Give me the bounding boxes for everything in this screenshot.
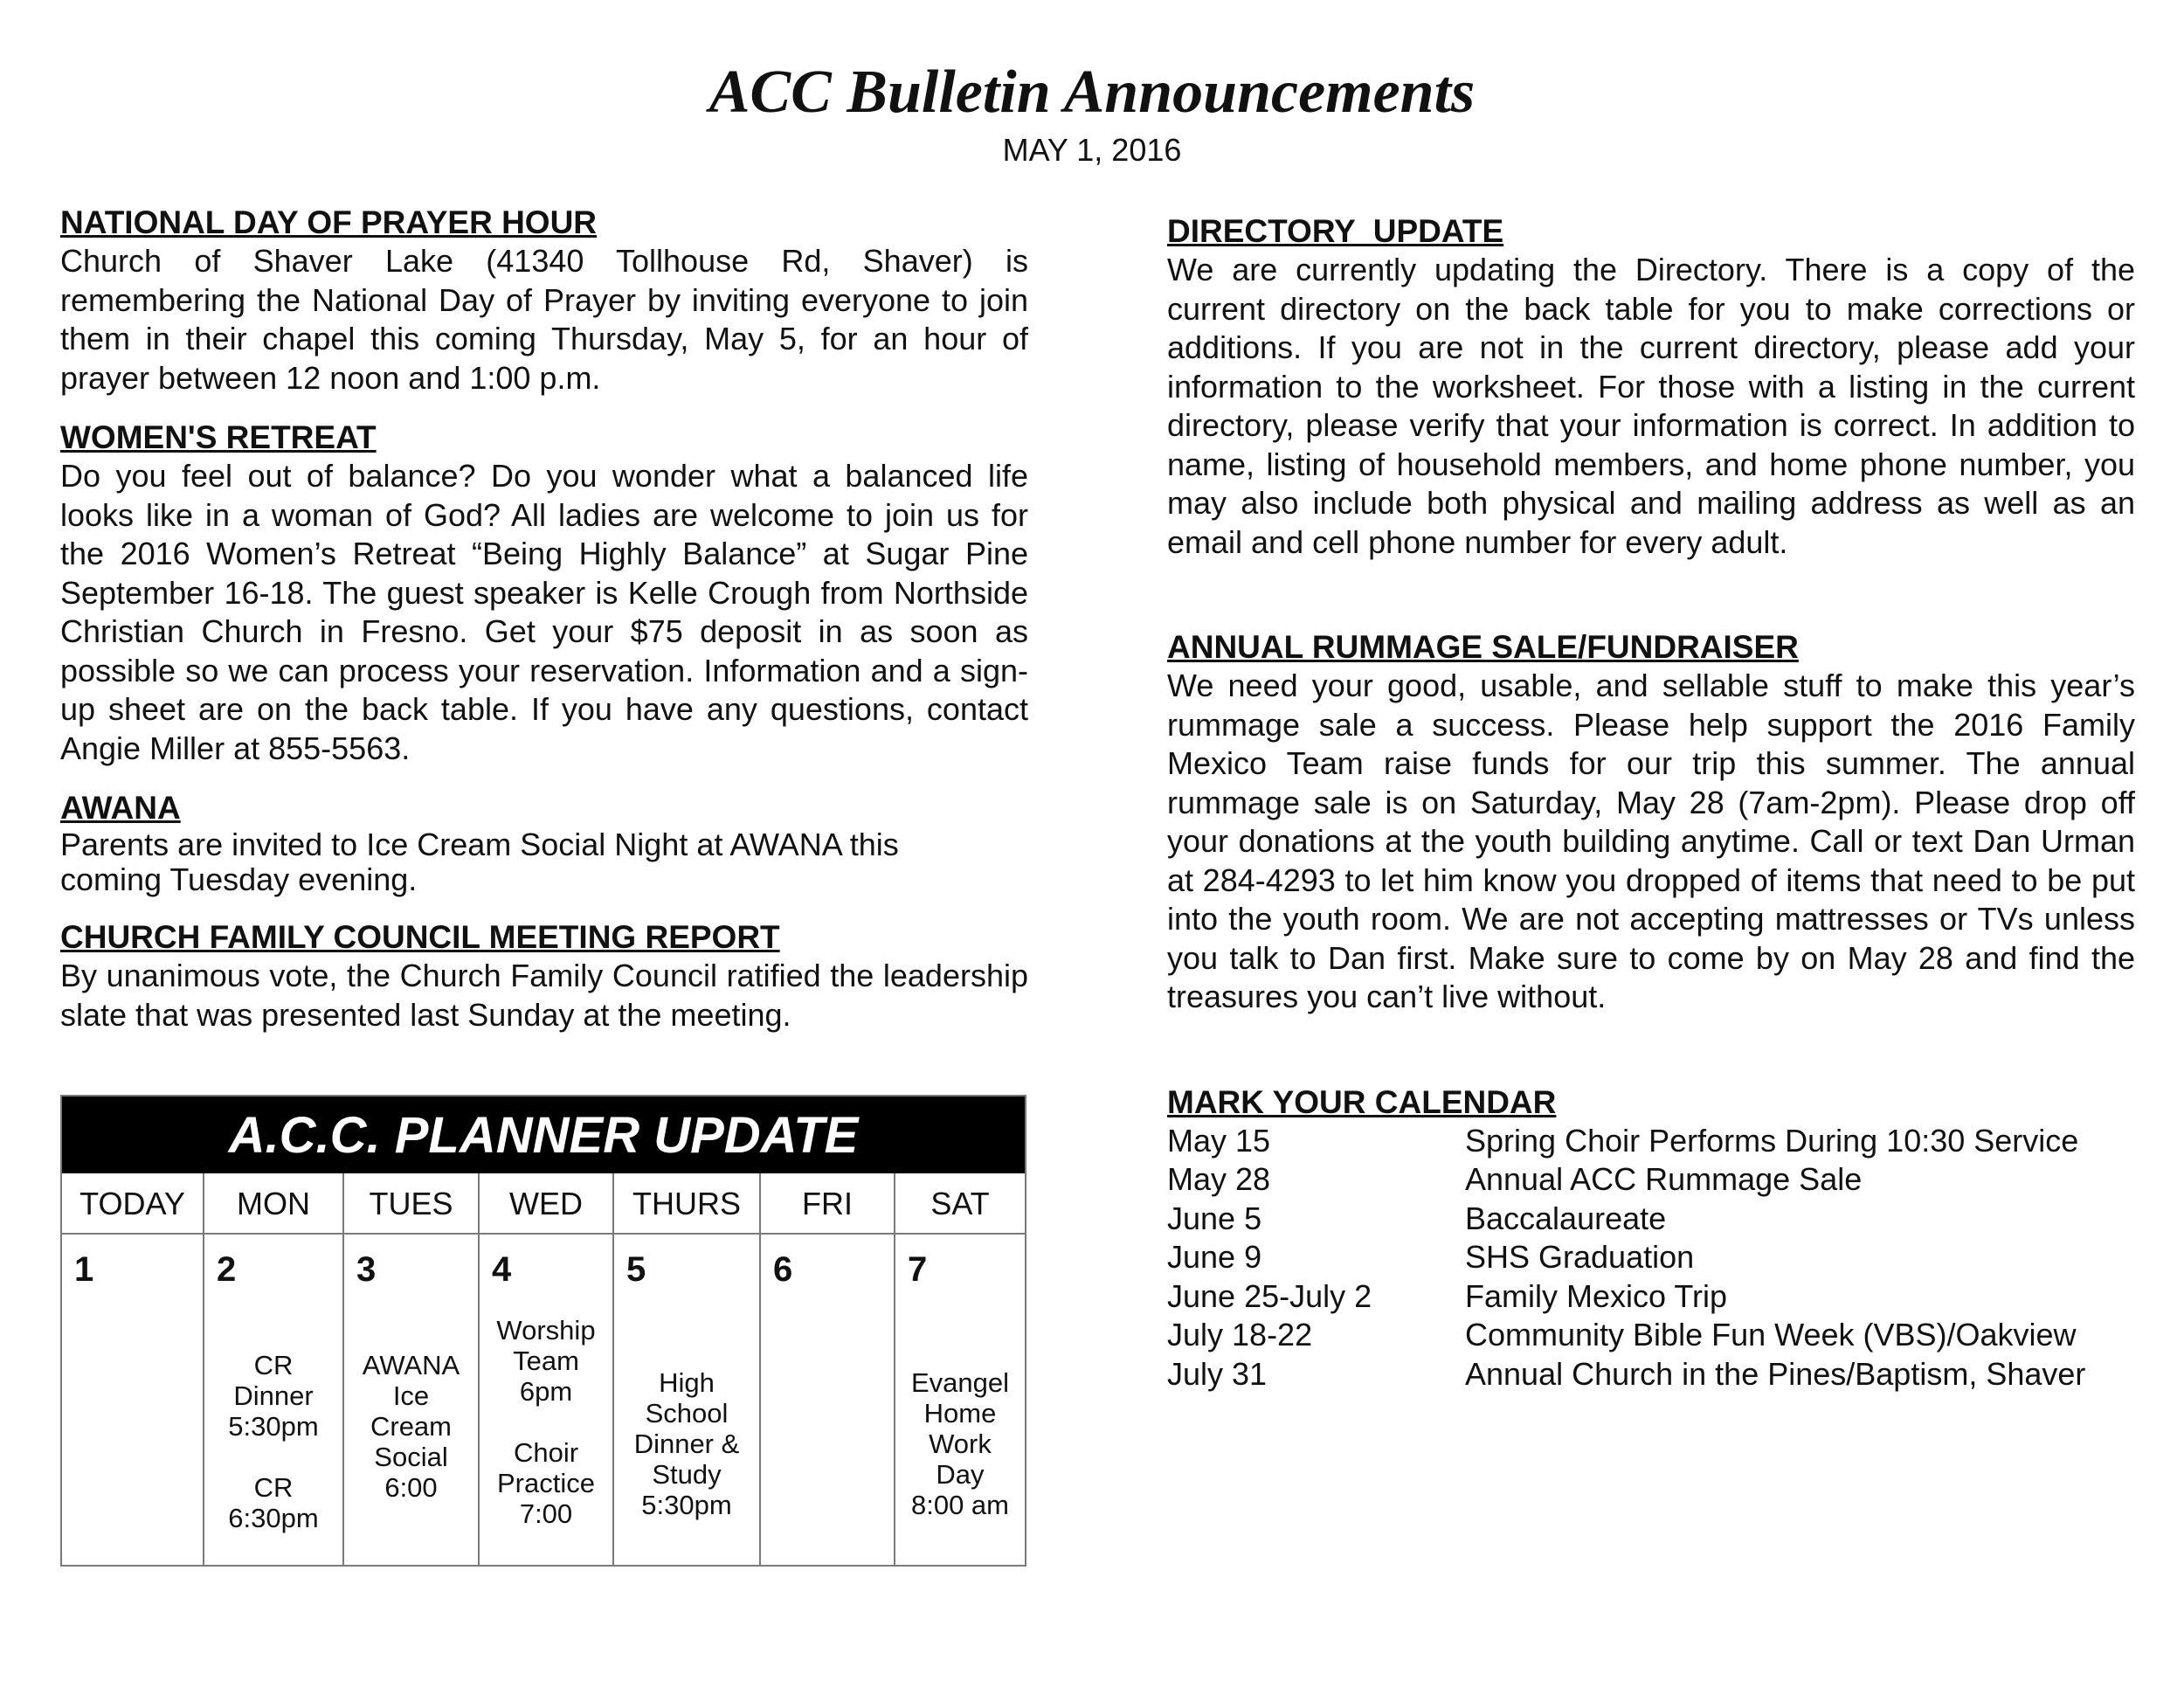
day-name: TODAY	[62, 1173, 203, 1235]
calendar-event: Annual ACC Rummage Sale	[1465, 1161, 1863, 1197]
day-number: 5	[626, 1250, 646, 1289]
bulletin-date: MAY 1, 2016	[1002, 132, 1182, 168]
planner-day-tues	[344, 1173, 480, 1567]
retreat-body: Do you feel out of balance? Do you wonder what a balanced life looks like in a woman of God? All ladies are welcome to join us for the 2016 Women’s Retreat “Being Highly Balance” at Sugar Pine September 16-18. The guest speaker is Kelle Crough from Northside Christian Church in Fresno. Get your $75 deposit in as soon as possible so we can process your reservation. Information and a sign-up sheet are on the back table. If you have any questions, contact Angie Miller at 855-5563.	[60, 458, 1028, 766]
day-events: Evangel Home Work Day 8:00 am	[910, 1367, 1010, 1520]
planner-day-fri	[761, 1173, 895, 1567]
calendar-heading: MARK YOUR CALENDAR	[1167, 1083, 1557, 1120]
calendar-date: May 28	[1167, 1161, 1271, 1197]
calendar-event: Family Mexico Trip	[1465, 1277, 1728, 1314]
planner-table	[60, 1095, 1026, 1567]
day-events: CR Dinner 5:30pm CR 6:30pm	[228, 1350, 319, 1533]
calendar-date: June 9	[1167, 1239, 1262, 1275]
directory-body: We are currently updating the Directory. There is a copy of the current directory on the back table for you to make corrections or additions. If you are not in the current directory, please add your information to the worksheet. For those with a listing in the current directory, please verify that your information is correct. In addition to name, listing of household members, and home phone number, you may also include both physical and mailing address as well as an email and cell phone number for every adult.	[1167, 252, 2135, 560]
council-heading: CHURCH FAMILY COUNCIL MEETING REPORT	[60, 919, 780, 955]
bulletin-title: ACC Bulletin Announcements	[708, 59, 1476, 126]
retreat-heading: WOMEN'S RETREAT	[60, 419, 377, 455]
rummage-heading: ANNUAL RUMMAGE SALE/FUNDRAISER	[1167, 629, 1799, 665]
day-events: AWANA Ice Cream Social 6:00	[362, 1350, 460, 1503]
day-events: High School Dinner & Study 5:30pm	[633, 1367, 740, 1520]
day-number: 6	[773, 1250, 793, 1289]
calendar-event: Community Bible Fun Week (VBS)/Oakview	[1465, 1317, 2077, 1352]
day-name: TUES	[344, 1173, 478, 1235]
prayer-heading: NATIONAL DAY OF PRAYER HOUR	[60, 204, 598, 240]
prayer-body: Church of Shaver Lake (41340 Tollhouse Rd, Shaver) is remembering the National Day of Prayer by inviting everyone to join them in their chapel this coming Thursday, May 5, for an hour of prayer between 12 noon and 1:00 p.m.	[60, 243, 1028, 396]
day-name: SAT	[895, 1173, 1025, 1235]
calendar-date: July 31	[1167, 1355, 1268, 1392]
planner-day-thurs	[614, 1173, 761, 1567]
calendar-date: May 15	[1167, 1122, 1271, 1159]
day-name: MON	[204, 1173, 342, 1235]
day-number: 1	[74, 1250, 94, 1289]
day-name: FRI	[761, 1173, 894, 1235]
calendar-date: June 5	[1167, 1200, 1262, 1236]
day-name: THURS	[614, 1173, 759, 1235]
day-number: 3	[356, 1250, 377, 1289]
calendar-event: SHS Graduation	[1465, 1239, 1695, 1275]
left-column	[60, 204, 1028, 1034]
calendar-item	[1167, 1277, 2135, 1317]
calendar-item	[1167, 1238, 2135, 1277]
council-body: By unanimous vote, the Church Family Council ratified the leadership slate that was presented last Sunday at the meeting.	[60, 958, 1028, 1033]
planner-day-today	[62, 1173, 204, 1567]
planner-day-mon	[204, 1173, 344, 1567]
calendar-item	[1167, 1316, 2135, 1355]
calendar-date: July 18-22	[1167, 1317, 1313, 1352]
calendar-item	[1167, 1200, 2135, 1239]
day-number: 4	[492, 1250, 512, 1289]
calendar-list	[1167, 1122, 2135, 1394]
day-name: WED	[480, 1173, 612, 1235]
calendar-event: Spring Choir Performs During 10:30 Service	[1465, 1122, 2079, 1159]
calendar-item	[1167, 1355, 2135, 1394]
calendar-event: Annual Church in the Pines/Baptism, Shaver	[1465, 1355, 2086, 1392]
rummage-body: We need your good, usable, and sellable stuff to make this year’s rummage sale a success. Please help support the 2016 Family Mexico Team raise funds for our trip this summer. The annual rummage sale is on Saturday, May 28 (7am-2pm). Please drop off your donations at the youth building anytime. Call or text Dan Urman at 284-4293 to let him know you dropped of items that need to be put into the youth room. We are not accepting mattresses or TVs unless you talk to Dan first. Make sure to come by on May 28 and find the treasures you can’t live without.	[1167, 668, 2135, 1014]
planner-grid	[62, 1173, 1025, 1567]
awana-body: Parents are invited to Ice Cream Social Night at AWANA this coming Tuesday evening.	[60, 827, 899, 897]
calendar-event: Baccalaureate	[1465, 1200, 1667, 1236]
calendar-date: June 25-July 2	[1167, 1277, 1372, 1314]
planner-title: A.C.C. PLANNER UPDATE	[62, 1097, 1025, 1173]
day-number: 7	[908, 1250, 928, 1289]
right-column	[1167, 212, 2135, 1394]
day-number: 2	[217, 1250, 237, 1289]
day-events: Worship Team 6pm Choir Practice 7:00	[496, 1315, 596, 1529]
planner-day-wed	[480, 1173, 614, 1567]
calendar-item	[1167, 1122, 2135, 1161]
awana-heading: AWANA	[60, 790, 181, 826]
directory-heading: DIRECTORY UPDATE	[1167, 213, 1504, 249]
calendar-item	[1167, 1160, 2135, 1200]
planner-day-sat	[895, 1173, 1025, 1567]
